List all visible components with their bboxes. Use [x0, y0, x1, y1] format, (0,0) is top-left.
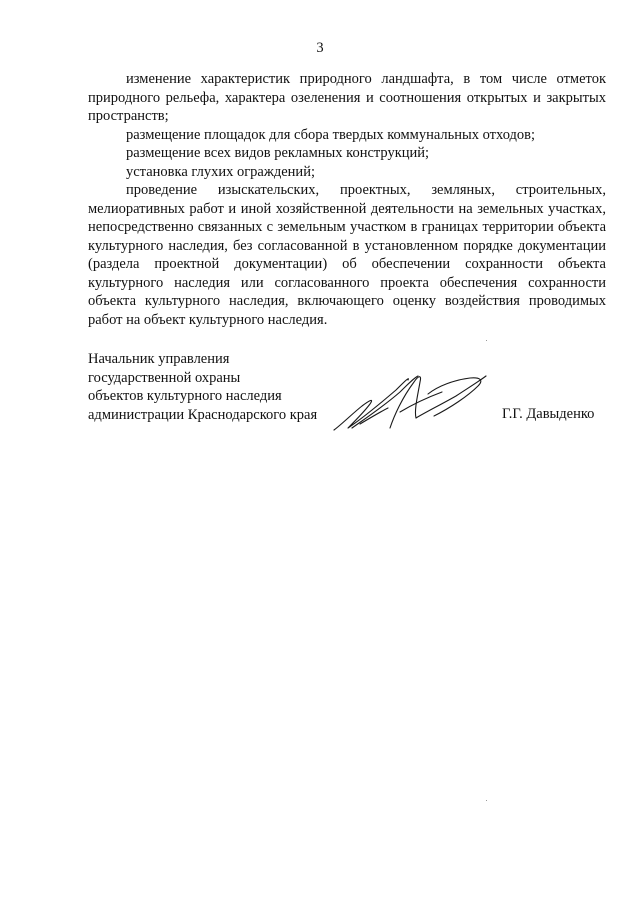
handwritten-signature — [330, 368, 490, 438]
paragraph-works: проведение изыскательских, проектных, земляных, строительных, мелиоративных работ и иной хозяйственной деятельности на земельных участках, непосредственно связанных с земельным участком в границах территории объекта культурного наследия, без согласованной в установленном порядке документации (раздела проектной документации) об обеспечении сохранности объекта культурного наследия или согласованного проекта обеспечения сохранности объекта культурного наследия, включающего оценку воздействия проводимых работ на объект культурного наследия. — [88, 182, 606, 328]
scan-speck — [486, 800, 487, 801]
paragraph-fences: установка глухих ограждений; — [126, 163, 315, 180]
paragraph-waste-sites: размещение площадок для сбора твердых коммунальных отходов; — [126, 126, 536, 143]
signer-title-line-1: Начальник управления — [88, 351, 230, 367]
page-number: 3 — [316, 40, 324, 56]
signer-title-line-4: администрации Краснодарского края — [88, 406, 318, 423]
body-text — [88, 70, 606, 329]
paragraph-advertising: размещение всех видов рекламных конструкций; — [126, 145, 430, 161]
signer-title-line-2: государственной охраны — [88, 369, 241, 386]
signer-name: Г.Г. Давыденко — [502, 406, 595, 422]
signer-title-line-3: объектов культурного наследия — [88, 388, 282, 404]
scan-speck — [486, 340, 487, 341]
paragraph-landscape: изменение характеристик природного ландшафта, в том числе отметок природного рельефа, характера озеленения и соотношения открытых и закрытых пространств; — [88, 71, 606, 124]
